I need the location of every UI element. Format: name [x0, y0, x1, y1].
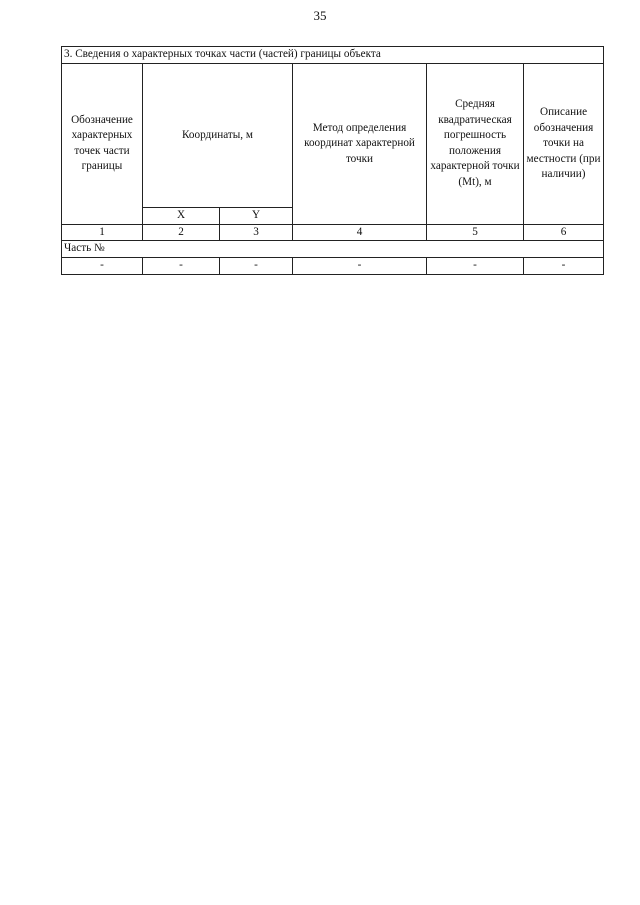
header-error: Средняя квадратическая погрешность положения характерной точки (Mt), м — [427, 64, 524, 225]
header-y: Y — [220, 208, 293, 225]
header-coordinates: Координаты, м — [143, 64, 293, 208]
header-method: Метод определения координат характерной точки — [293, 64, 427, 225]
header-point-designation: Обозначение характерных точек части границы — [62, 64, 143, 225]
header-x: X — [143, 208, 220, 225]
column-number: 3 — [220, 224, 293, 241]
part-label: Часть № — [62, 241, 604, 258]
column-number: 1 — [62, 224, 143, 241]
column-number: 2 — [143, 224, 220, 241]
table-row — [62, 258, 604, 275]
column-number-row — [62, 224, 604, 241]
column-number: 5 — [427, 224, 524, 241]
table-cell: - — [220, 258, 293, 275]
table-caption: 3. Сведения о характерных точках части (частей) границы объекта — [62, 47, 604, 64]
table-cell: - — [524, 258, 604, 275]
table-cell: - — [427, 258, 524, 275]
page-number: 35 — [313, 8, 327, 23]
table-cell: - — [143, 258, 220, 275]
boundary-points-table — [61, 46, 604, 275]
column-number: 6 — [524, 224, 604, 241]
table-caption-row — [62, 47, 604, 64]
part-row — [62, 241, 604, 258]
header-description: Описание обозначения точки на местности (при наличии) — [524, 64, 604, 225]
column-number: 4 — [293, 224, 427, 241]
table-header-row — [62, 64, 604, 208]
table-cell: - — [62, 258, 143, 275]
table-cell: - — [293, 258, 427, 275]
